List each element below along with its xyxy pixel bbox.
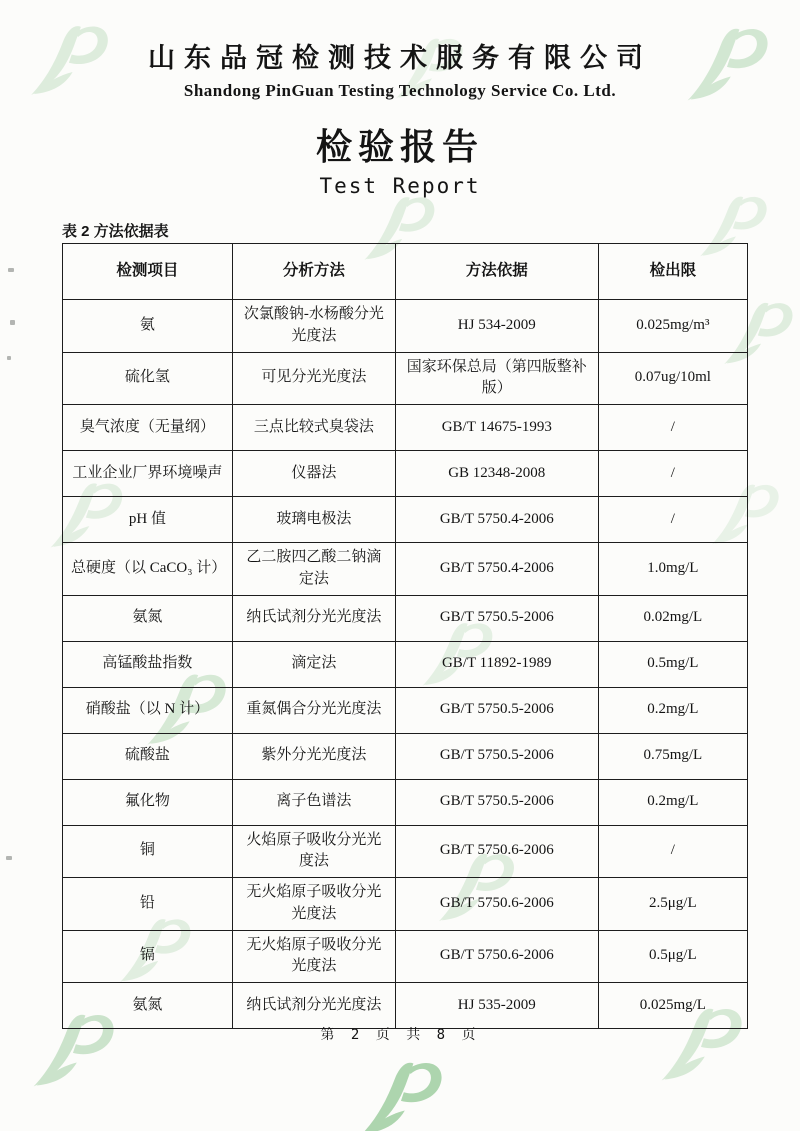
table-cell: GB/T 5750.5-2006 xyxy=(395,779,598,825)
method-basis-table xyxy=(62,243,748,1029)
table-cell: 火焰原子吸收分光光度法 xyxy=(232,825,395,878)
table-cell: 三点比较式臭袋法 xyxy=(232,405,395,451)
table-row xyxy=(63,405,748,451)
table-row xyxy=(63,543,748,596)
table-cell: GB/T 14675-1993 xyxy=(395,405,598,451)
table-cell: 镉 xyxy=(63,930,233,983)
table-cell: 0.02mg/L xyxy=(598,595,747,641)
table-cell: / xyxy=(598,405,747,451)
table-cell: 0.75mg/L xyxy=(598,733,747,779)
table-row xyxy=(63,825,748,878)
table-row xyxy=(63,300,748,353)
scan-speck xyxy=(6,856,12,860)
report-title-en: Test Report xyxy=(319,174,481,198)
table-row xyxy=(63,641,748,687)
table-cell: 滴定法 xyxy=(232,641,395,687)
table-row xyxy=(63,352,748,405)
table-cell: 氟化物 xyxy=(63,779,233,825)
table-cell: HJ 534-2009 xyxy=(395,300,598,353)
table-cell: / xyxy=(598,825,747,878)
table-cell: 无火焰原子吸收分光光度法 xyxy=(232,930,395,983)
table-row xyxy=(63,687,748,733)
table-caption: 表 2 方法依据表 xyxy=(62,223,169,240)
table-cell: 1.0mg/L xyxy=(598,543,747,596)
table-cell: GB/T 11892-1989 xyxy=(395,641,598,687)
table-cell: GB/T 5750.5-2006 xyxy=(395,595,598,641)
table-cell: GB/T 5750.6-2006 xyxy=(395,878,598,931)
table-cell: 铜 xyxy=(63,825,233,878)
table-cell: 0.025mg/m³ xyxy=(598,300,747,353)
table-cell: 重氮偶合分光光度法 xyxy=(232,687,395,733)
column-header-detection-limit: 检出限 xyxy=(598,244,747,300)
table-cell: 玻璃电极法 xyxy=(232,497,395,543)
table-cell: 纳氏试剂分光光度法 xyxy=(232,595,395,641)
table-cell: 工业企业厂界环境噪声 xyxy=(63,451,233,497)
table-cell: 氨 xyxy=(63,300,233,353)
table-cell: 可见分光光度法 xyxy=(232,352,395,405)
table-cell: GB 12348-2008 xyxy=(395,451,598,497)
table-cell: 仪器法 xyxy=(232,451,395,497)
table-cell: 次氯酸钠-水杨酸分光光度法 xyxy=(232,300,395,353)
table-cell: 臭气浓度（无量纲） xyxy=(63,405,233,451)
table-cell: 总硬度（以 CaCO₃ 计） xyxy=(63,543,233,596)
table-cell: GB/T 5750.4-2006 xyxy=(395,543,598,596)
table-cell: 硝酸盐（以 N 计） xyxy=(63,687,233,733)
table-cell: GB/T 5750.6-2006 xyxy=(395,930,598,983)
table-row xyxy=(63,733,748,779)
table-cell: 无火焰原子吸收分光光度法 xyxy=(232,878,395,931)
table-row xyxy=(63,878,748,931)
table-cell: pH 值 xyxy=(63,497,233,543)
table-cell: 0.2mg/L xyxy=(598,779,747,825)
table-header-row xyxy=(63,244,748,300)
table-cell: 0.07ug/10ml xyxy=(598,352,747,405)
scan-speck xyxy=(10,320,15,325)
column-header-test-item: 检测项目 xyxy=(63,244,233,300)
table-row xyxy=(63,930,748,983)
table-cell: 硫化氢 xyxy=(63,352,233,405)
table-cell: 2.5μg/L xyxy=(598,878,747,931)
table-cell: 0.025mg/L xyxy=(598,983,747,1029)
table-cell: 0.2mg/L xyxy=(598,687,747,733)
table-cell: GB/T 5750.4-2006 xyxy=(395,497,598,543)
company-name-cn: 山东品冠检测技术服务有限公司 xyxy=(148,43,652,73)
scan-speck xyxy=(8,268,14,272)
table-cell: 国家环保总局（第四版整补版） xyxy=(395,352,598,405)
column-header-analysis-method: 分析方法 xyxy=(232,244,395,300)
report-header xyxy=(0,0,800,198)
table-cell: HJ 535-2009 xyxy=(395,983,598,1029)
report-title-cn: 检验报告 xyxy=(315,126,484,167)
scan-speck xyxy=(7,356,11,360)
table-cell: 纳氏试剂分光光度法 xyxy=(232,983,395,1029)
table-cell: GB/T 5750.5-2006 xyxy=(395,687,598,733)
table-cell: 0.5mg/L xyxy=(598,641,747,687)
table-cell: 氨氮 xyxy=(63,595,233,641)
table-row xyxy=(63,779,748,825)
table-cell: 硫酸盐 xyxy=(63,733,233,779)
table-cell: 高锰酸盐指数 xyxy=(63,641,233,687)
table-body xyxy=(63,300,748,1029)
table-cell: 紫外分光光度法 xyxy=(232,733,395,779)
table-cell: 氨氮 xyxy=(63,983,233,1029)
page-number: 第 2 页 共 8 页 xyxy=(320,1027,480,1043)
table-cell: 乙二胺四乙酸二钠滴定法 xyxy=(232,543,395,596)
table-row xyxy=(63,595,748,641)
table-cell: / xyxy=(598,451,747,497)
column-header-method-basis: 方法依据 xyxy=(395,244,598,300)
company-name-en: Shandong PinGuan Testing Technology Service Co. Ltd. xyxy=(183,81,617,100)
table-cell: GB/T 5750.6-2006 xyxy=(395,825,598,878)
table-cell: / xyxy=(598,497,747,543)
watermark-logo-icon xyxy=(352,1050,448,1131)
table-row xyxy=(63,497,748,543)
table-cell: 铅 xyxy=(63,878,233,931)
table-cell: 0.5μg/L xyxy=(598,930,747,983)
table-cell: GB/T 5750.5-2006 xyxy=(395,733,598,779)
table-row xyxy=(63,983,748,1029)
table-cell: 离子色谱法 xyxy=(232,779,395,825)
table-row xyxy=(63,451,748,497)
